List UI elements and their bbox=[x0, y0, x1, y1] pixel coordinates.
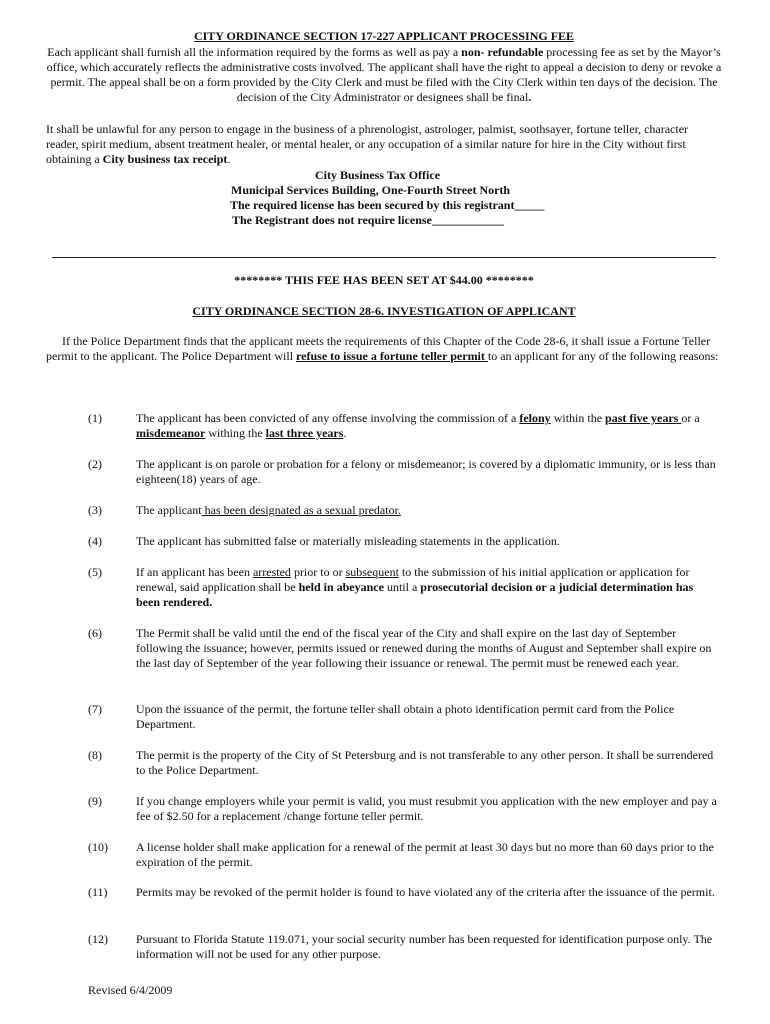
heading-investigation: CITY ORDINANCE SECTION 28-6. INVESTIGATION OF APPLICANT bbox=[192, 304, 576, 318]
item-3-text-b: has been designated as a sexual predator. bbox=[201, 503, 401, 517]
license-secured-line: The required license has been secured by this registrant_____ bbox=[230, 198, 545, 212]
item-number: (8) bbox=[88, 748, 102, 762]
police-text-2: to an applicant for any of the following reasons: bbox=[487, 349, 719, 363]
item-1-text-d: withing the bbox=[205, 426, 266, 440]
item-5-text-d: until a bbox=[383, 580, 421, 594]
license-not-required-line: The Registrant does not require license____________ bbox=[232, 213, 504, 227]
item-number: (12) bbox=[88, 932, 108, 946]
item-number: (4) bbox=[88, 534, 102, 548]
item-number: (10) bbox=[88, 840, 108, 854]
item-text: Permits may be revoked of the permit holder is found to have violated any of the criteria after the issuance of the permit. bbox=[136, 885, 715, 899]
item-text: A license holder shall make application for a renewal of the permit at least 30 days but no more than 60 days prior to the expiration of the permit. bbox=[136, 840, 714, 869]
item-1-felony: felony bbox=[519, 411, 551, 425]
item-number: (7) bbox=[88, 702, 102, 716]
item-5-decision: prosecutorial decision or a judicial determination has been rendered. bbox=[136, 580, 694, 609]
item-1-past-five-years: past five years bbox=[605, 411, 682, 425]
item-text: The applicant is on parole or probation for a felony or misdemeanor; is covered by a diplomatic immunity, or is less than eighteen(18) years of age. bbox=[136, 457, 716, 486]
intro-text-1: Each applicant shall furnish all the information required by the forms as well as pay a bbox=[47, 45, 462, 59]
item-number: (11) bbox=[88, 885, 108, 899]
item-5-text-a: If an applicant has been bbox=[136, 565, 253, 579]
item-1-text-e: . bbox=[343, 426, 347, 440]
item-text bbox=[136, 411, 718, 441]
item-number: (5) bbox=[88, 565, 102, 579]
intro-period: . bbox=[528, 90, 532, 104]
item-1-misdemeanor: misdemeanor bbox=[136, 426, 206, 440]
item-5-abeyance: held in abeyance bbox=[298, 580, 384, 594]
item-5-arrested: arrested bbox=[252, 565, 291, 579]
item-5-text-b: prior to or bbox=[290, 565, 346, 579]
item-number: (9) bbox=[88, 794, 102, 808]
police-paragraph bbox=[46, 334, 722, 364]
intro-paragraph bbox=[46, 45, 722, 105]
item-text: Pursuant to Florida Statute 119.071, your social security number has been requested for identification purpose only. The information will not be used for any other purpose. bbox=[136, 932, 713, 961]
item-number: (2) bbox=[88, 457, 102, 471]
unlawful-end: . bbox=[227, 152, 231, 166]
item-number: (3) bbox=[88, 503, 102, 517]
item-5-subsequent: subsequent bbox=[345, 565, 399, 579]
item-1-text-c: or a bbox=[681, 411, 700, 425]
police-refuse: refuse to issue a fortune teller permit bbox=[296, 349, 488, 363]
unlawful-paragraph bbox=[46, 122, 722, 167]
item-number: (6) bbox=[88, 626, 102, 640]
item-text: The Permit shall be valid until the end of the fiscal year of the City and shall expire on the last day of September following the issuance; however, permits issued or renewed during the months of August and September shall expire on the last day of September of the year following their issuance or renewal. The permit must be renewed each year. bbox=[136, 626, 712, 670]
item-3-text-a: The applicant bbox=[136, 503, 202, 517]
item-5-text-c: to the submission of his initial application or application for renewal, said application shall be bbox=[136, 565, 690, 594]
office-address: Municipal Services Building, One-Fourth Street North bbox=[231, 183, 511, 197]
item-1-text-a: The applicant has been convicted of any offense involving the commission of a bbox=[136, 411, 520, 425]
office-name: City Business Tax Office bbox=[315, 168, 441, 182]
revision-date: Revised 6/4/2009 bbox=[88, 983, 173, 997]
fee-notice: ******** THIS FEE HAS BEEN SET AT $44.00 ******** bbox=[234, 273, 534, 287]
item-text: The applicant has submitted false or materially misleading statements in the application. bbox=[136, 534, 560, 548]
item-number: (1) bbox=[88, 411, 102, 425]
intro-nonrefundable: non- refundable bbox=[461, 45, 544, 59]
unlawful-text: It shall be unlawful for any person to engage in the business of a phrenologist, astrologer, palmist, soothsayer, fortune teller, character reader, spirit medium, absent treatment healer, or mental healer, or any occupation of a similar nature for hire in the City without first obtaining a bbox=[46, 122, 689, 166]
item-text bbox=[136, 565, 718, 610]
item-text: The permit is the property of the City of St Petersburg and is not transferable to any other person. It shall be surrendered to the Police Department. bbox=[136, 748, 714, 777]
divider-line bbox=[52, 257, 716, 258]
police-text-1: If the Police Department finds that the applicant meets the requirements of this Chapter of the Code 28-6, it shall issue a Fortune Teller permit to the applicant. The Police Department will bbox=[46, 334, 711, 363]
intro-text-2: processing fee as set by the Mayor’s office, which accurately reflects the administrative costs involved. The applicant shall have the right to appeal a decision to deny or revoke a permit. The appeal shall be on a form provided by the City Clerk and must be filed with the City Clerk within ten days of the decision. The decision of the City Administrator or designees shall be final bbox=[46, 45, 722, 104]
item-text: If you change employers while your permit is valid, you must resubmit you application with the new employer and pay a fee of $2.50 for a replacement /change fortune teller permit. bbox=[136, 794, 717, 823]
item-text bbox=[136, 503, 718, 518]
heading-processing-fee: CITY ORDINANCE SECTION 17-227 APPLICANT PROCESSING FEE bbox=[193, 29, 575, 43]
item-1-text-b: within the bbox=[550, 411, 606, 425]
item-text: Upon the issuance of the permit, the fortune teller shall obtain a photo identification permit card from the Police Department. bbox=[136, 702, 675, 731]
item-1-last-three-years: last three years bbox=[265, 426, 344, 440]
unlawful-tax-receipt: City business tax receipt bbox=[102, 152, 228, 166]
